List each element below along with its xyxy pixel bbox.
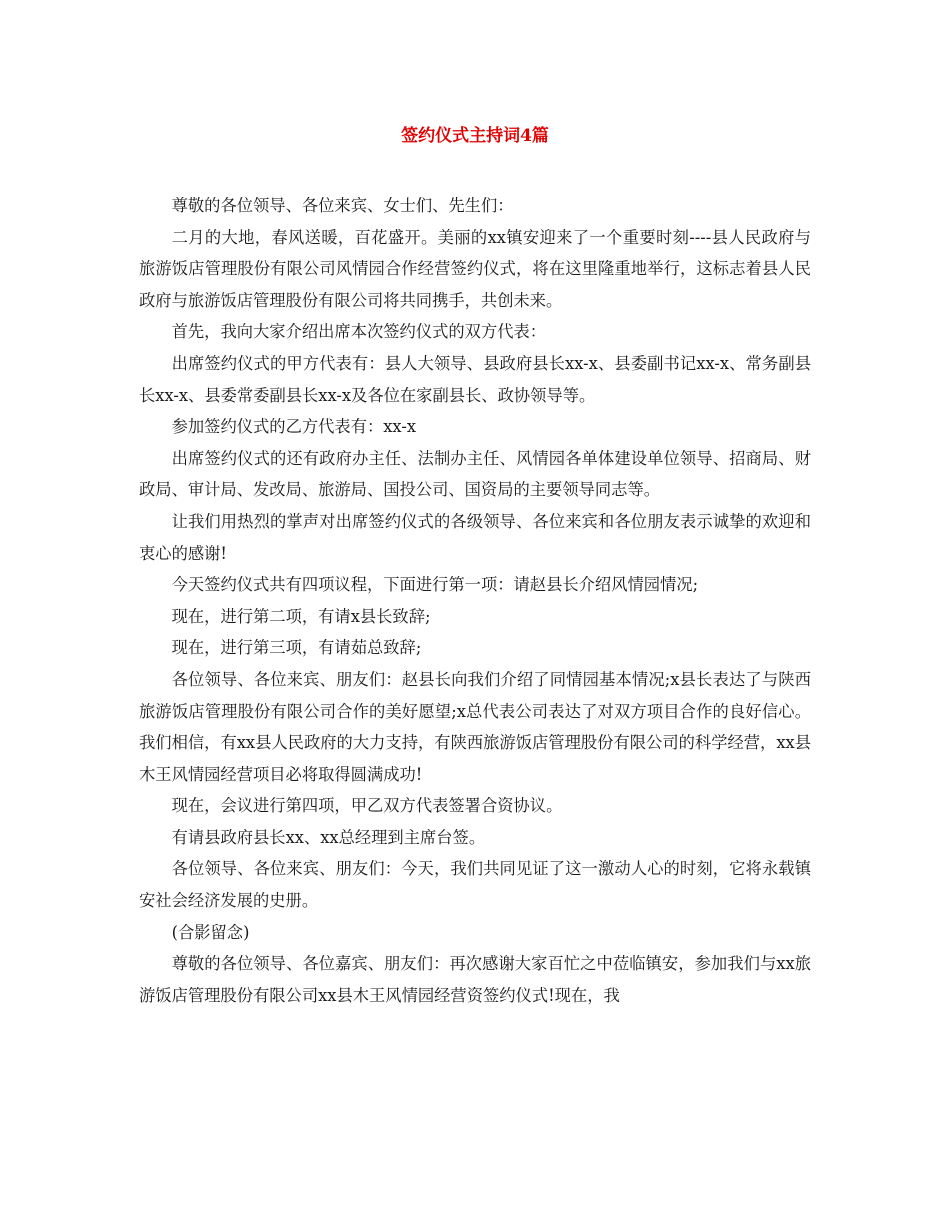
paragraph-signing: 有请县政府县长xx、xx总经理到主席台签。 (171, 827, 486, 847)
document-title: 签约仪式主持词4篇 (401, 126, 549, 146)
paragraph-party-a: 出席签约仪式的甲方代表有：县人大领导、县政府县长xx-x、县委副书记xx-x、常务副县长xx-x、县委常委副县长xx-x及各位在家副县长、政协领导等。 (139, 353, 811, 405)
paragraph-greeting: 尊敬的各位领导、各位来宾、女士们、先生们： (171, 196, 514, 215)
paragraph-witness: 各位领导、各位来宾、朋友们：今天，我们共同见证了这一激动人心的时刻，它将永载镇安社会经济发展的史册。 (139, 859, 811, 911)
paragraph-closing: 尊敬的各位领导、各位嘉宾、朋友们：再次感谢大家百忙之中莅临镇安，参加我们与xx旅游饭店管理股份有限公司xx县木王风情园经营资签约仪式!现在，我 (139, 954, 811, 1005)
paragraph-opening: 二月的大地，春风送暖，百花盛开。美丽的xx镇安迎来了一个重要时刻----县人民政府与旅游饭店管理股份有限公司风情园合作经营签约仪式，将在这里隆重地举行，这标志着县人民政府与旅游饭店管理股份有限公司将共同携手，共创未来。 (139, 227, 811, 310)
paragraph-summary: 各位领导、各位来宾、朋友们：赵县长向我们介绍了同情园基本情况;x县长表达了与陕西旅游饭店管理股份有限公司合作的美好愿望;x总代表公司表达了对双方项目合作的良好信心。我们相信，有xx县人民政府的大力支持，有陕西旅游饭店管理股份有限公司的科学经营，xx县木王风情园经营项目必将取得圆满成功! (139, 669, 811, 784)
paragraph-agenda-3: 现在，进行第三项，有请茹总致辞; (171, 638, 422, 658)
paragraph-attendees: 出席签约仪式的还有政府办主任、法制办主任、风情园各单体建设单位领导、招商局、财政局、审计局、发改局、旅游局、国投公司、国资局的主要领导同志等。 (139, 448, 811, 500)
paragraph-agenda-4: 现在，会议进行第四项，甲乙双方代表签署合资协议。 (171, 796, 563, 816)
paragraph-photo: (合影留念) (171, 922, 250, 942)
paragraph-introduction: 首先，我向大家介绍出席本次签约仪式的双方代表： (171, 322, 547, 342)
paragraph-agenda-1: 今天签约仪式共有四项议程，下面进行第一项：请赵县长介绍风情园情况; (171, 575, 699, 595)
paragraph-agenda-2: 现在，进行第二项，有请x县长致辞; (171, 606, 431, 626)
document-body (139, 190, 811, 1011)
paragraph-applause: 让我们用热烈的掌声对出席签约仪式的各级领导、各位来宾和各位朋友表示诚挚的欢迎和衷心的感谢! (139, 511, 811, 563)
paragraph-party-b: 参加签约仪式的乙方代表有：xx-x (171, 417, 417, 437)
